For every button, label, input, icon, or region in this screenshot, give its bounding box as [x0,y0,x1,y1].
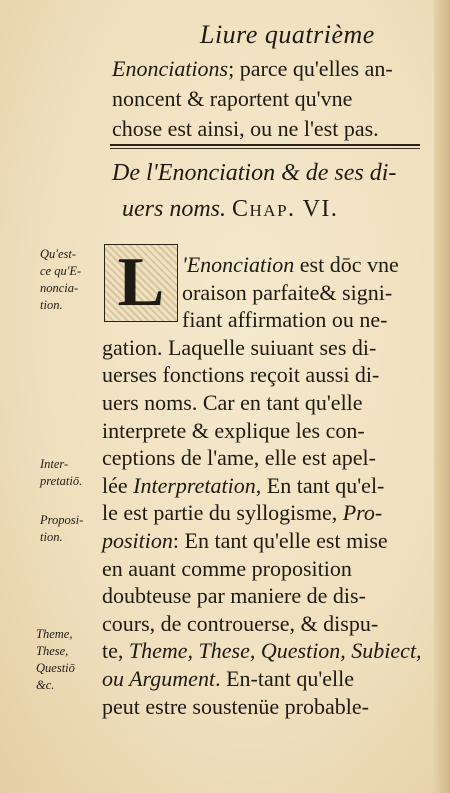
running-head: Liure quatrième [200,20,375,49]
body-line [102,362,379,388]
body-line-segment: position [102,528,173,553]
body-line [102,335,376,361]
page-edge [434,0,450,793]
body-line [102,500,382,526]
chapter-label: Chap. VI. [232,196,339,222]
margin-note-interpretation: Inter- pretatiō. [40,457,83,488]
section-rule-thin [110,148,420,149]
body-line-segment: gation. Laquelle suiuant ses di- [102,334,377,360]
body-line [102,390,363,416]
body-line [102,418,365,444]
body-line [182,252,399,278]
margin-note-enonciation: Qu'est- ce qu'E- noncia- tion. [40,247,82,312]
drop-cap-letter: L [117,244,165,321]
body-line [102,556,352,582]
body-line-segment: Theme, These, Question, Subiect, [128,638,422,664]
body-line-segment: uerses fonctions reçoit aussi di- [102,362,380,388]
body-line-segment: ou Argument [102,666,216,691]
chapter-title: De l'Enonciation & de ses di- [112,160,397,186]
body-line-segment: , En tant qu'el- [255,472,385,498]
body-line-segment: doubteuse par maniere de dis- [102,583,366,609]
body-line-segment: te, [102,638,129,664]
body-line-segment: . En-tant qu'elle [215,666,355,691]
body-line-segment: peut estre soustenüe probable- [102,693,369,719]
body-line-segment: oraison parfaite& signi- [182,279,393,305]
body-line [102,445,376,471]
top-line-1-text: ; parce qu'elles an- [228,56,393,81]
body-line-segment: fiant affirmation ou ne- [182,307,388,333]
body-line-segment: uers noms. Car en tant qu'elle [102,390,363,415]
top-line-2 [112,86,352,112]
body-line-segment: : En tant qu'elle est mise [172,528,388,553]
top-line-3-text: chose est ainsi, ou ne l'est pas. [112,116,379,141]
top-line-1-italic: Enonciations [112,56,229,81]
top-line-3 [112,116,379,142]
body-line [102,638,422,664]
margin-note-proposition: Proposi- tion. [40,513,84,544]
body-line-segment: lée [102,472,134,498]
body-line [182,307,387,333]
body-line [182,280,392,306]
body-line [102,528,388,554]
body-line-segment: cours, de controuerse, & dispu- [102,610,379,636]
body-line [102,473,384,499]
body-line [102,611,378,637]
body-line-segment: en auant comme proposition [102,555,352,581]
top-line-1 [112,56,393,82]
body-line [102,694,369,720]
body-line-segment: le est partie du syllogisme, [102,500,343,526]
section-rule [110,144,420,146]
drop-cap-ornament [104,244,178,322]
body-line-segment: est dōc vne [294,252,399,277]
margin-note-theme: Theme, These, Questiō &c. [36,627,75,692]
body-line [102,583,366,609]
body-line-segment: Interpretation [133,472,256,498]
chapter-title-line-2 [122,196,338,223]
chapter-title-italic: uers noms. [122,196,227,222]
body-line-segment: 'Enonciation [182,252,295,277]
body-line-segment: interprete & explique les con- [102,417,365,443]
body-line-segment: Pro- [342,500,383,526]
body-line-segment: ceptions de l'ame, elle est apel- [102,445,376,471]
top-line-2-text: noncent & raportent qu'vne [112,86,353,111]
body-line [102,666,354,692]
